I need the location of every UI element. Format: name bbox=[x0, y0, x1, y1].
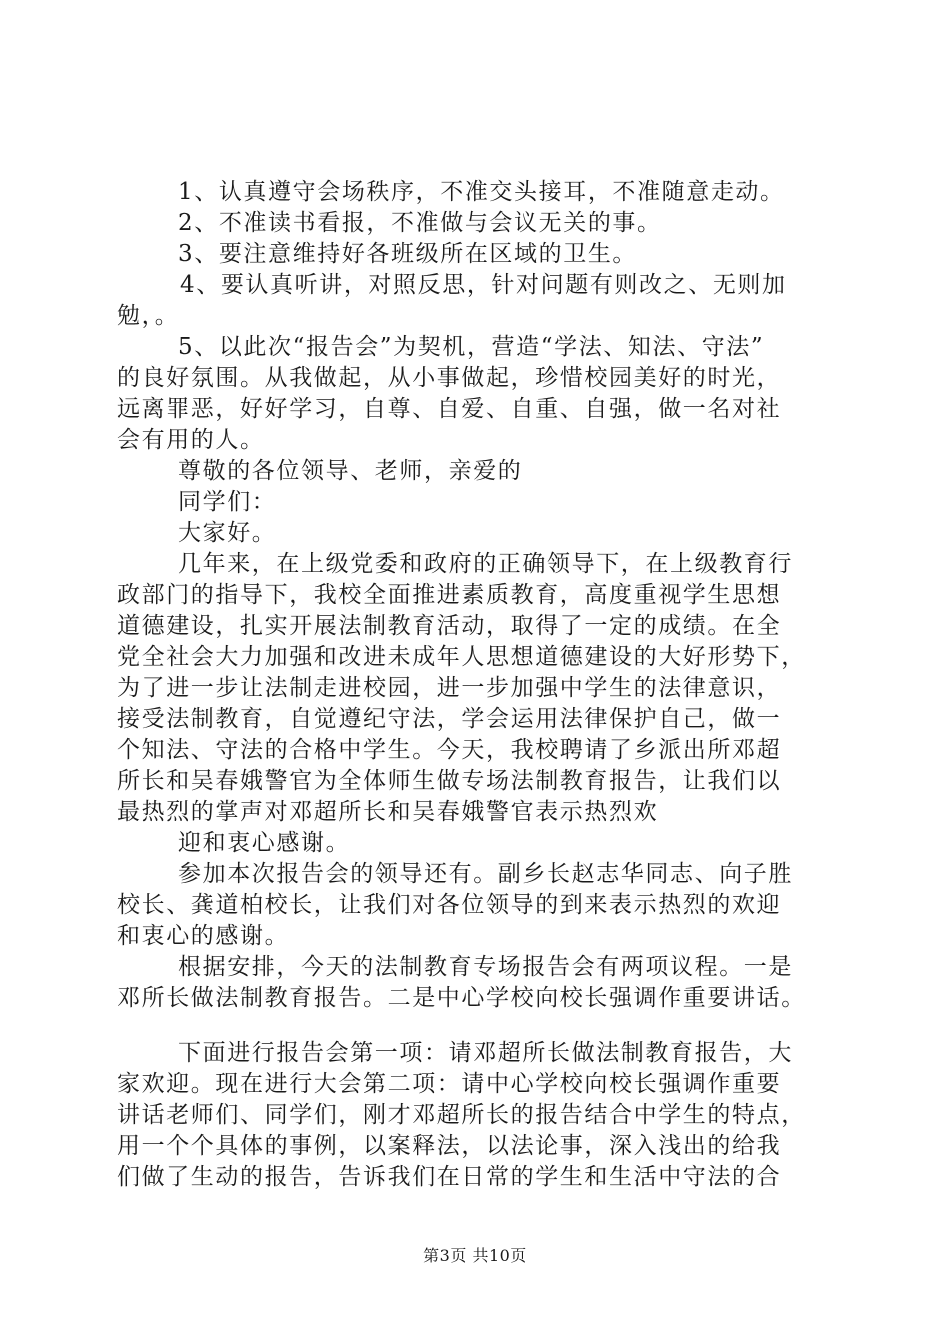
text-line: 远离罪恶，好好学习，自尊、自爱、自重、自强，做一名对社 bbox=[117, 396, 782, 422]
text-line: 接受法制教育，自觉遵纪守法，学会运用法律保护自己，做一 bbox=[117, 706, 782, 732]
text-line: 所长和吴春娥警官为全体师生做专场法制教育报告，让我们以 bbox=[117, 768, 782, 794]
text-line: 迎和衷心感谢。 bbox=[178, 830, 351, 856]
text-line: 党全社会大力加强和改进未成年人思想道德建设的大好形势下， bbox=[117, 644, 806, 670]
text-line: 根据安排，今天的法制教育专场报告会有两项议程。一是 bbox=[178, 954, 793, 980]
text-line: 校长、龚道柏校长，让我们对各位领导的到来表示热烈的欢迎 bbox=[117, 892, 782, 918]
text-line: 的良好氛围。从我做起，从小事做起，珍惜校园美好的时光， bbox=[117, 365, 782, 391]
text-line: 下面进行报告会第一项：请邓超所长做法制教育报告，大 bbox=[178, 1040, 793, 1066]
text-line: 政部门的指导下，我校全面推进素质教育，高度重视学生思想 bbox=[117, 582, 782, 608]
text-line: 们做了生动的报告，告诉我们在日常的学生和生活中守法的合 bbox=[117, 1164, 782, 1190]
text-line: 4、要认真听讲，对照反思，针对问题有则改之、无则加 bbox=[180, 272, 787, 298]
text-line: 同学们： bbox=[178, 489, 277, 515]
text-line: 家欢迎。现在进行大会第二项：请中心学校向校长强调作重要 bbox=[117, 1071, 782, 1097]
text-line: 和衷心的感谢。 bbox=[117, 923, 290, 949]
text-line: 3、要注意维持好各班级所在区域的卫生。 bbox=[178, 241, 638, 267]
text-line: 讲话老师们、同学们，刚才邓超所长的报告结合中学生的特点， bbox=[117, 1102, 806, 1128]
text-line: 尊敬的各位领导、老师，亲爱的 bbox=[178, 458, 523, 484]
text-line: 5、以此次“报告会”为契机，营造“学法、知法、守法” bbox=[178, 334, 765, 360]
text-line: 参加本次报告会的领导还有。副乡长赵志华同志、向子胜 bbox=[178, 861, 793, 887]
text-line: 个知法、守法的合格中学生。今天，我校聘请了乡派出所邓超 bbox=[117, 737, 782, 763]
text-line: 勉，。 bbox=[117, 303, 180, 329]
text-line: 1、认真遵守会场秩序，不准交头接耳，不准随意走动。 bbox=[178, 179, 785, 205]
text-line: 为了进一步让法制走进校园，进一步加强中学生的法律意识， bbox=[117, 675, 782, 701]
text-line: 最热烈的掌声对邓超所长和吴春娥警官表示热烈欢 bbox=[117, 799, 659, 825]
text-line: 几年来，在上级党委和政府的正确领导下，在上级教育行 bbox=[178, 551, 793, 577]
page-footer: 第3页 共10页 bbox=[423, 1246, 527, 1265]
text-line: 道德建设，扎实开展法制教育活动，取得了一定的成绩。在全 bbox=[117, 613, 782, 639]
text-line: 2、不准读书看报，不准做与会议无关的事。 bbox=[178, 210, 662, 236]
text-line: 大家好。 bbox=[178, 520, 277, 546]
text-line: 会有用的人。 bbox=[117, 427, 265, 453]
text-line: 邓所长做法制教育报告。二是中心学校向校长强调作重要讲话。 bbox=[117, 985, 806, 1011]
text-line: 用一个个具体的事例，以案释法，以法论事，深入浅出的给我 bbox=[117, 1133, 782, 1159]
